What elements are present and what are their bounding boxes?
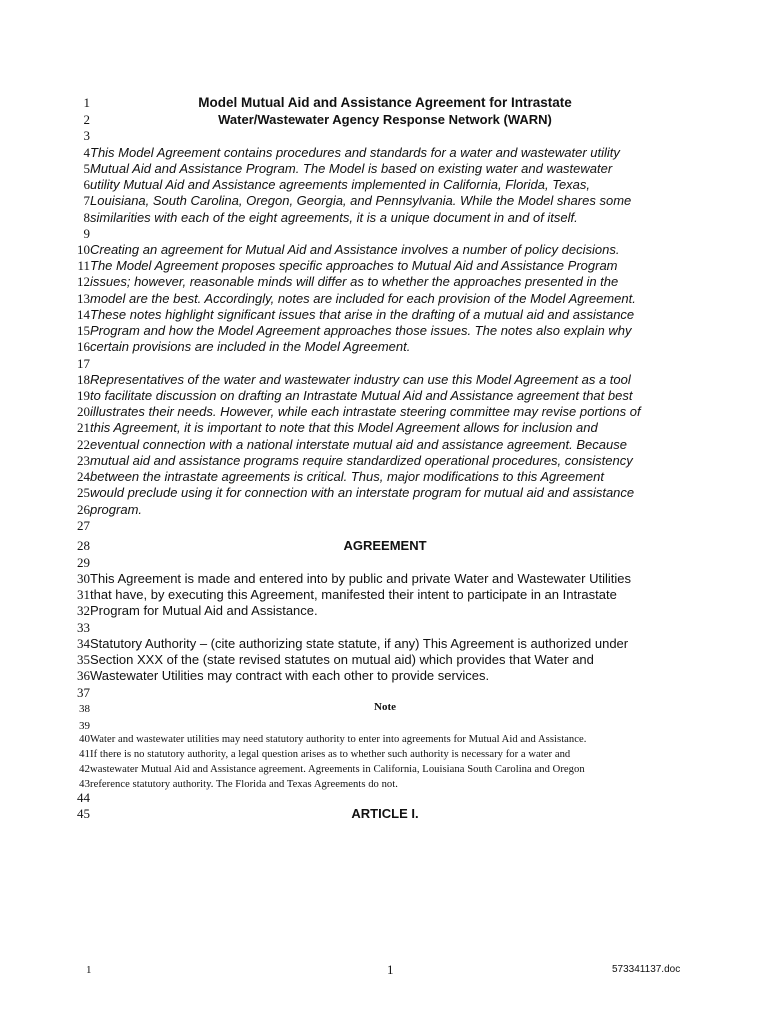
line-45 [74, 806, 90, 822]
line-number: 36 [77, 668, 90, 683]
line-text: certain provisions are included in the Model Agreement. [90, 339, 411, 354]
line-number: 44 [77, 790, 90, 805]
line-text: This Agreement is made and entered into by public and private Water and Wastewater Utilities [90, 571, 631, 586]
note-line-39 [74, 718, 90, 732]
line-23 [74, 453, 633, 469]
line-1 [74, 95, 90, 111]
line-text: this Agreement, it is important to note that this Model Agreement allows for inclusion and [90, 420, 598, 435]
line-5 [74, 161, 612, 177]
line-number: 14 [77, 307, 90, 322]
line-text: eventual connection with a national interstate mutual aid and assistance agreement. Because [90, 437, 627, 452]
line-text: illustrates their needs. However, while each intrastate steering committee may revise portions of [90, 404, 641, 419]
line-14 [74, 307, 634, 323]
line-number: 4 [83, 145, 90, 160]
line-34 [74, 636, 628, 652]
line-37 [74, 685, 90, 701]
line-number: 42 [79, 763, 90, 775]
line-number: 19 [77, 388, 90, 403]
line-text: Mutual Aid and Assistance Program. The Model is based on existing water and wastewater [90, 161, 613, 176]
agreement-heading: AGREEMENT [343, 538, 427, 553]
line-number: 30 [77, 571, 90, 586]
line-number: 7 [83, 193, 90, 208]
line-number: 28 [77, 538, 90, 553]
line-text: This Model Agreement contains procedures and standards for a water and wastewater utility [90, 145, 620, 160]
line-9 [74, 226, 90, 242]
note-heading: Note [374, 701, 396, 713]
line-text: Statutory Authority – (cite authorizing state statute, if any) This Agreement is authorized under [90, 636, 629, 651]
line-2 [74, 112, 90, 128]
line-number: 23 [77, 453, 90, 468]
line-number: 5 [83, 161, 90, 176]
line-number: 21 [77, 420, 90, 435]
note-text: If there is no statutory authority, a legal question arises as to whether such authority is necessary for a water and [90, 749, 571, 760]
line-number: 37 [77, 685, 90, 700]
line-text: Louisiana, South Carolina, Oregon, Georgia, and Pennsylvania. While the Model shares some [90, 193, 632, 208]
line-text: utility Mutual Aid and Assistance agreements implemented in California, Florida, Texas, [90, 177, 591, 192]
line-text: between the intrastate agreements is critical. Thus, major modifications to this Agreement [90, 469, 604, 484]
line-number: 20 [77, 404, 90, 419]
line-number: 1 [83, 95, 90, 110]
line-32 [74, 603, 318, 619]
line-number: 29 [77, 555, 90, 570]
line-number: 12 [77, 274, 90, 289]
line-text: to facilitate discussion on drafting an Intrastate Mutual Aid and Assistance agreement that best [90, 388, 633, 403]
line-number: 39 [79, 720, 90, 732]
line-text: that have, by executing this Agreement, manifested their intent to participate in an Intrastate [90, 587, 617, 602]
line-number: 15 [77, 323, 90, 338]
line-text: Program for Mutual Aid and Assistance. [90, 603, 318, 618]
line-13 [74, 291, 636, 307]
line-33 [74, 620, 90, 636]
note-line-41 [74, 746, 570, 760]
line-number: 33 [77, 620, 90, 635]
line-30 [74, 571, 631, 587]
line-4 [74, 145, 620, 161]
line-17 [74, 356, 90, 372]
line-number: 26 [77, 502, 90, 517]
line-text: The Model Agreement proposes specific approaches to Mutual Aid and Assistance Program [90, 258, 618, 273]
line-number: 35 [77, 652, 90, 667]
line-number: 3 [83, 128, 90, 143]
line-number: 32 [77, 603, 90, 618]
line-text: Program and how the Model Agreement approaches those issues. The notes also explain why [90, 323, 632, 338]
line-3 [74, 128, 90, 144]
note-text: wastewater Mutual Aid and Assistance agreement. Agreements in California, Louisiana South Carolina and Oregon [90, 764, 585, 775]
line-number: 41 [79, 748, 90, 760]
line-27 [74, 518, 90, 534]
line-number: 16 [77, 339, 90, 354]
line-number: 11 [77, 258, 90, 273]
note-line-38 [74, 701, 90, 715]
line-20 [74, 404, 641, 420]
line-29 [74, 555, 90, 571]
page-number: 1 [387, 962, 394, 977]
line-31 [74, 587, 617, 603]
line-text: Wastewater Utilities may contract with each other to provide services. [90, 668, 490, 683]
line-36 [74, 668, 489, 684]
line-8 [74, 210, 578, 226]
line-number: 27 [77, 518, 90, 533]
article-heading: ARTICLE I. [351, 806, 419, 821]
line-text: mutual aid and assistance programs require standardized operational procedures, consistency [90, 453, 633, 468]
line-number: 17 [77, 356, 90, 371]
line-44 [74, 790, 90, 806]
line-text: would preclude using it for connection with an interstate program for mutual aid and assistance [90, 485, 635, 500]
line-number: 13 [77, 291, 90, 306]
document-title-line-1: Model Mutual Aid and Assistance Agreement for Intrastate [198, 95, 572, 110]
line-18 [74, 372, 631, 388]
line-number: 6 [83, 177, 90, 192]
line-19 [74, 388, 632, 404]
line-number: 9 [83, 226, 90, 241]
line-number: 22 [77, 437, 90, 452]
line-11 [74, 258, 618, 274]
line-text: model are the best. Accordingly, notes are included for each provision of the Model Agreement. [90, 291, 636, 306]
line-25 [74, 485, 634, 501]
note-text: Water and wastewater utilities may need statutory authority to enter into agreements for Mutual Aid and Assistance. [90, 734, 587, 745]
line-number: 25 [77, 485, 90, 500]
line-12 [74, 274, 618, 290]
note-line-42 [74, 761, 585, 775]
line-15 [74, 323, 632, 339]
line-number: 31 [77, 587, 90, 602]
line-26 [74, 502, 142, 518]
note-line-43 [74, 776, 398, 790]
footer-left: 1 [86, 964, 92, 976]
line-number: 24 [77, 469, 90, 484]
line-number: 40 [79, 733, 90, 745]
line-number: 34 [77, 636, 90, 651]
line-number: 8 [83, 210, 90, 225]
line-28 [74, 538, 90, 554]
line-16 [74, 339, 410, 355]
line-6 [74, 177, 590, 193]
line-number: 10 [77, 242, 90, 257]
line-text: Representatives of the water and wastewater industry can use this Model Agreement as a tool [90, 372, 631, 387]
note-text: reference statutory authority. The Florida and Texas Agreements do not. [90, 779, 398, 790]
note-line-40 [74, 731, 586, 745]
line-35 [74, 652, 594, 668]
file-name: 573341137.doc [612, 964, 681, 975]
line-number: 2 [83, 112, 90, 127]
line-number: 45 [77, 806, 90, 821]
line-21 [74, 420, 598, 436]
line-text: program. [90, 502, 143, 517]
line-text: Section XXX of the (state revised statutes on mutual aid) which provides that Water and [90, 652, 594, 667]
line-number: 38 [79, 703, 90, 715]
document-title-line-2: Water/Wastewater Agency Response Network (WARN) [218, 112, 552, 127]
line-7 [74, 193, 631, 209]
line-10 [74, 242, 619, 258]
line-text: similarities with each of the eight agreements, it is a unique document in and of itself. [90, 210, 578, 225]
line-24 [74, 469, 604, 485]
line-22 [74, 437, 627, 453]
line-text: Creating an agreement for Mutual Aid and Assistance involves a number of policy decisions. [90, 242, 620, 257]
line-text: These notes highlight significant issues that arise in the drafting of a mutual aid and assistance [90, 307, 635, 322]
line-number: 43 [79, 778, 90, 790]
line-text: issues; however, reasonable minds will differ as to whether the approaches presented in the [90, 274, 619, 289]
line-number: 18 [77, 372, 90, 387]
